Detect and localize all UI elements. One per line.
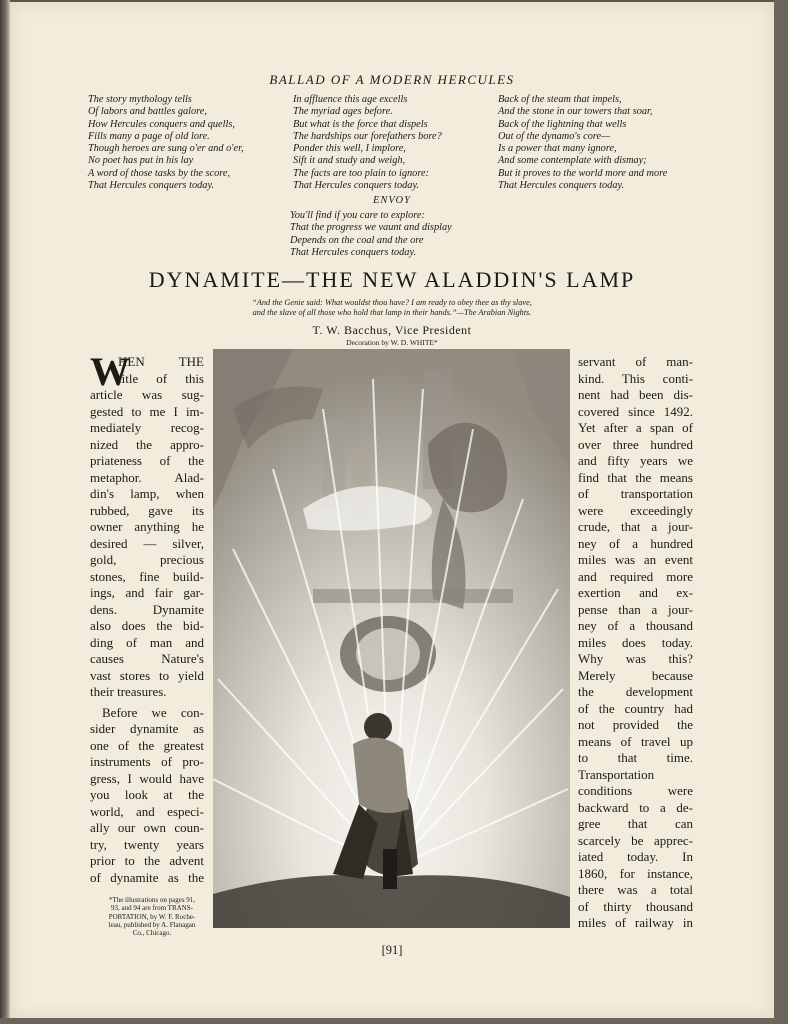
verse-line: Depends on the coal and the ore — [290, 234, 424, 246]
text-line: title of this — [118, 370, 204, 386]
text-line: of dynamite as the — [90, 869, 204, 885]
verse-line: Fills many a page of old lore. — [88, 130, 210, 142]
verse-line: That Hercules conquers today. — [498, 180, 625, 192]
text-line: Why was this? — [578, 651, 693, 666]
text-line: their treasures. — [90, 684, 167, 699]
scan-edge-right — [774, 0, 788, 1024]
text-line: metaphor. Alad- — [90, 469, 204, 485]
text-line: over three hundred — [578, 436, 693, 452]
text-line: of transportation — [578, 486, 693, 501]
right-text-column — [578, 354, 693, 932]
epigraph-line: and the slave of all those who hold that lamp in their hands.”—The Arabian Nights. — [252, 308, 532, 317]
magazine-page — [10, 2, 774, 1018]
text-line: gested to me I im- — [90, 403, 204, 419]
verse-line: You'll find if you care to explore: — [290, 210, 425, 221]
text-line: Transportation — [578, 766, 655, 782]
ballad-stanza-1 — [88, 94, 244, 192]
text-line: rubbed, gave its — [90, 502, 204, 518]
text-line: you look at the — [90, 787, 204, 802]
verse-line: But it proves to the world more and more — [498, 167, 668, 179]
verse-line: The myriad ages before. — [293, 106, 393, 118]
text-line: were exceedingly — [578, 502, 693, 518]
text-line: one of the greatest — [90, 737, 204, 753]
text-line: and fifty years we — [578, 453, 693, 468]
verse-line: And the stone in our towers that soar, — [498, 106, 653, 118]
text-line: try, twenty years — [90, 836, 204, 852]
text-line: means of travel up — [578, 733, 693, 749]
author-title: Vice President — [394, 323, 472, 337]
text-line: to that time. — [578, 750, 693, 765]
text-line: exertion and ex- — [578, 585, 693, 600]
page-number: [91] — [381, 943, 403, 957]
footnote-line: PORTATION, by W. F. Roche- — [108, 912, 196, 921]
verse-line: The hardships our forefathers bore? — [293, 130, 442, 142]
text-line: HEN THE — [118, 354, 204, 369]
footnote-line: 93, and 94 are from TRANS- — [111, 904, 193, 913]
book-spine — [0, 0, 10, 1024]
byline — [10, 323, 774, 338]
text-line: sider dynamite as — [90, 721, 204, 736]
text-line: vast stores to yield — [90, 667, 204, 683]
scan-edge-bottom — [0, 1018, 788, 1024]
verse-line: The facts are too plain to ignore: — [293, 167, 429, 179]
text-line: gree that can — [578, 816, 693, 831]
author-name: T. W. Bacchus, — [312, 323, 392, 337]
text-line: crude, that a jour- — [578, 519, 693, 534]
text-line: also does the bid- — [90, 618, 204, 633]
verse-line: Is a power that many ignore, — [498, 143, 617, 155]
text-line: 1860, for instance, — [578, 865, 693, 881]
text-line: gress, I would have — [90, 770, 204, 786]
text-line: Before we con- — [102, 704, 204, 720]
text-line: ally our own coun- — [90, 820, 204, 835]
text-line: ings, and fair gar- — [90, 585, 204, 600]
text-line: article was sug- — [90, 387, 204, 402]
footnote-line: *The illustrations on pages 91, — [108, 896, 196, 904]
ballad-stanza-3 — [498, 94, 667, 192]
text-line: nized the appro- — [90, 436, 204, 452]
article-headline: DYNAMITE—THE NEW ALADDIN'S LAMP — [148, 267, 636, 292]
text-line: conditions were — [578, 783, 693, 798]
text-line: miles of railway in — [578, 915, 693, 930]
verse-line: Ponder this well, I implore, — [293, 143, 406, 155]
text-line: Yet after a span of — [578, 420, 693, 435]
epigraph-line: “And the Genie said: What wouldst thou have? I am ready to obey thee as thy slave, — [252, 298, 532, 307]
text-line: of thirty thousand — [578, 898, 693, 914]
drop-cap: W — [90, 349, 130, 394]
text-line: servant of man- — [578, 354, 693, 369]
text-line: desired — silver, — [90, 535, 204, 551]
text-line: ding of man and — [90, 634, 204, 650]
verse-line: That Hercules conquers today. — [293, 180, 420, 192]
text-line: instruments of pro- — [90, 754, 204, 769]
text-line: mediately recog- — [90, 420, 204, 435]
verse-line: Of labors and battles galore, — [88, 106, 207, 118]
verse-line: Out of the dynamo's core— — [498, 130, 611, 142]
text-line: miles was an event — [578, 552, 693, 567]
dynamite-illustration — [213, 349, 570, 928]
verse-line: The story mythology tells — [88, 94, 192, 105]
text-line: owner anything he — [90, 519, 204, 534]
text-line: pense than a jour- — [578, 601, 693, 617]
verse-line: No poet has put in his lay — [88, 155, 194, 167]
text-line: there was a total — [578, 882, 693, 897]
text-line: Merely because — [578, 667, 693, 683]
verse-line: A word of those tasks by the score, — [88, 167, 231, 179]
text-line: iated today. In — [578, 849, 693, 864]
verse-line: Though heroes are sung o'er and o'er, — [88, 143, 244, 155]
text-line: the development — [578, 684, 693, 699]
verse-line: But what is the force that dispels — [293, 118, 428, 130]
text-line: prior to the advent — [90, 853, 204, 868]
verse-line: Back of the steam that impels, — [498, 94, 622, 105]
text-line: ney of a thousand — [578, 618, 693, 633]
verse-line: Sift it and study and weigh, — [293, 155, 406, 167]
text-line: and required more — [578, 568, 693, 584]
text-line: miles does today. — [578, 634, 693, 650]
left-text-column — [90, 349, 204, 886]
verse-line: That Hercules conquers today. — [88, 180, 215, 192]
text-line: kind. This conti- — [578, 370, 693, 386]
text-line: ney of a hundred — [578, 535, 693, 551]
verse-line: That the progress we vaunt and display — [290, 222, 452, 234]
text-line: causes Nature's — [90, 651, 204, 666]
footnote-line: leau, published by A. Flanagan — [108, 920, 196, 929]
verse-line: And some contemplate with dismay; — [498, 155, 647, 167]
ballad-stanza-2 — [293, 94, 442, 192]
text-line: priateness of the — [90, 453, 204, 468]
footnote-line: Co., Chicago. — [132, 929, 172, 938]
verse-line: How Hercules conquers and quells, — [88, 118, 235, 130]
text-line: nent had been dis- — [578, 387, 693, 402]
text-line: gold, precious — [90, 552, 204, 567]
text-line: dens. Dynamite — [90, 601, 204, 617]
verse-line: Back of the lightning that wells — [498, 118, 627, 130]
text-line: world, and especi- — [90, 803, 204, 819]
text-line: covered since 1492. — [578, 403, 693, 419]
ballad-title: BALLAD OF A MODERN HERCULES — [269, 72, 515, 87]
text-line: find that the means — [578, 469, 693, 485]
text-line: backward to a de- — [578, 799, 693, 815]
decoration-credit: Decoration by W. D. WHITE* — [346, 338, 438, 347]
text-line: of the country had — [578, 700, 693, 716]
footnote — [90, 896, 214, 937]
envoy-title: ENVOY — [373, 195, 411, 206]
envoy-stanza — [290, 210, 452, 259]
text-line: stones, fine build- — [90, 568, 204, 584]
verse-line: In affluence this age excells — [293, 94, 408, 105]
text-line: din's lamp, when — [90, 486, 204, 501]
text-line: not provided the — [578, 717, 693, 732]
epigraph — [10, 298, 774, 318]
verse-line: That Hercules conquers today. — [290, 246, 417, 258]
text-line: scarcely be apprec- — [578, 832, 693, 848]
